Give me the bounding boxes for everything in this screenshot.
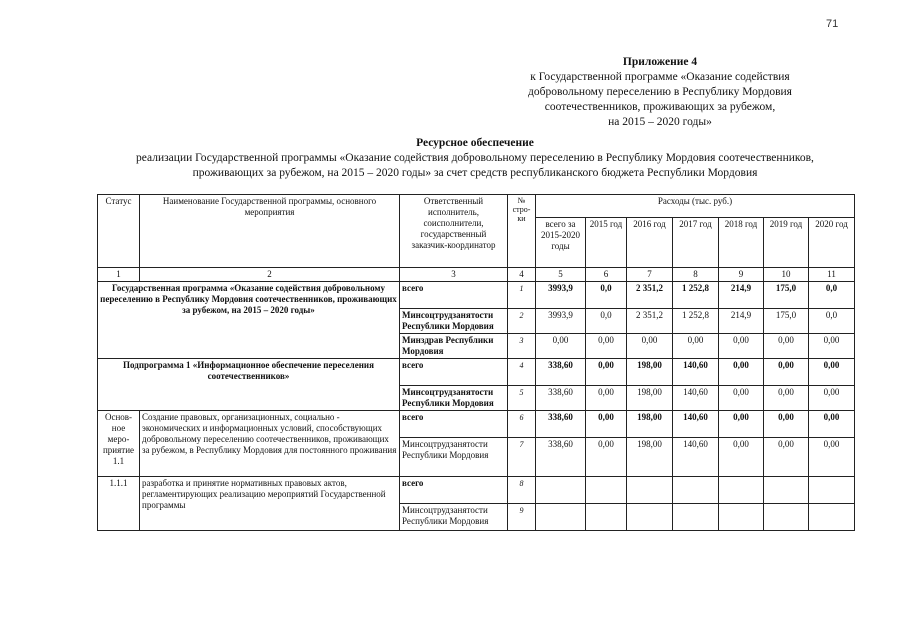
header-year: 2017 год — [673, 218, 719, 268]
value-cell: 3993,9 — [536, 309, 586, 334]
value-cell: 140,60 — [673, 411, 719, 438]
value-cell: 0,00 — [673, 334, 719, 359]
heading-line: проживающих за рубежом, на 2015 – 2020 годы» за счет средств республиканского бюджета Республики Мордовия — [192, 167, 758, 179]
column-number: 5 — [536, 268, 586, 282]
column-number: 4 — [508, 268, 536, 282]
value-cell: 338,60 — [536, 438, 586, 477]
value-cell: 338,60 — [536, 411, 586, 438]
responsible-cell: Минсоцтрудзанятости Республики Мордовия — [400, 309, 508, 334]
program-name: Государственная программа «Оказание содействия добровольному переселению в Республику Мордовия соотечественников, проживающих за рубежом, на 2015 – 2020 годы» — [98, 282, 400, 359]
item-name: разработка и принятие нормативных правовых актов, регламентирующих реализацию мероприятий Государственной программы — [140, 477, 400, 531]
value-cell: 0,00 — [764, 438, 809, 477]
value-cell: 0,00 — [719, 359, 764, 386]
row-number: 4 — [508, 359, 536, 386]
appendix-title: Приложение 4 — [622, 56, 698, 68]
value-cell: 0,00 — [809, 438, 855, 477]
value-cell: 0,00 — [719, 386, 764, 411]
header-expenses: Расходы (тыс. руб.) — [536, 195, 855, 218]
value-cell — [764, 477, 809, 504]
heading-line: реализации Государственной программы «Оказание содействия добровольному переселению в Республику Мордовия соотечественников, — [136, 152, 814, 164]
item-status: 1.1.1 — [98, 477, 140, 531]
value-cell: 0,00 — [586, 359, 627, 386]
column-number: 11 — [809, 268, 855, 282]
row-number: 6 — [508, 411, 536, 438]
table-row — [98, 411, 855, 438]
value-cell: 140,60 — [673, 386, 719, 411]
appendix-line: добровольному переселению в Республику Мордовия — [528, 86, 792, 98]
value-cell: 0,00 — [809, 386, 855, 411]
column-number: 6 — [586, 268, 627, 282]
value-cell: 1 252,8 — [673, 282, 719, 309]
header-year: 2018 год — [719, 218, 764, 268]
value-cell — [627, 504, 673, 531]
row-number: 7 — [508, 438, 536, 477]
value-cell: 0,00 — [809, 334, 855, 359]
value-cell: 0,0 — [809, 309, 855, 334]
row-number: 3 — [508, 334, 536, 359]
column-number-row — [98, 268, 855, 282]
value-cell — [673, 477, 719, 504]
appendix-line: соотечественников, проживающих за рубежом, — [544, 101, 776, 113]
value-cell: 0,00 — [809, 359, 855, 386]
header-name: Наименование Государственной программы, основного мероприятия — [140, 195, 400, 268]
value-cell: 175,0 — [764, 282, 809, 309]
page-number: 71 — [826, 18, 839, 30]
value-cell: 175,0 — [764, 309, 809, 334]
value-cell: 0,00 — [536, 334, 586, 359]
document-heading — [80, 136, 870, 181]
measure-name: Создание правовых, организационных, социально - экономических и информационных условий, способствующих добровольному переселению соотечественников, проживающих за рубежом, в Республику Мордовия для постоянного проживания — [140, 411, 400, 477]
value-cell — [536, 477, 586, 504]
value-cell: 0,00 — [809, 411, 855, 438]
column-number: 10 — [764, 268, 809, 282]
header-year: 2016 год — [627, 218, 673, 268]
resource-table — [97, 194, 855, 531]
responsible-cell: всего — [400, 477, 508, 504]
value-cell: 198,00 — [627, 386, 673, 411]
appendix-line: на 2015 – 2020 годы» — [608, 116, 712, 128]
value-cell: 0,00 — [627, 334, 673, 359]
responsible-cell: всего — [400, 282, 508, 309]
responsible-cell: Минсоцтрудзанятости Республики Мордовия — [400, 386, 508, 411]
row-number: 8 — [508, 477, 536, 504]
value-cell: 198,00 — [627, 359, 673, 386]
subprogram-name: Подпрограмма 1 «Информационное обеспечение переселения соотечественников» — [98, 359, 400, 411]
responsible-cell: Минсоцтрудзанятости Республики Мордовия — [400, 504, 508, 531]
header-status: Статус — [98, 195, 140, 268]
column-number: 1 — [98, 268, 140, 282]
responsible-cell: всего — [400, 359, 508, 386]
value-cell: 0,00 — [719, 334, 764, 359]
heading-title: Ресурсное обеспечение — [416, 137, 534, 149]
value-cell — [764, 504, 809, 531]
table-row — [98, 359, 855, 386]
row-number: 9 — [508, 504, 536, 531]
row-number: 2 — [508, 309, 536, 334]
column-number: 7 — [627, 268, 673, 282]
responsible-cell: Минсоцтрудзанятости Республики Мордовия — [400, 438, 508, 477]
value-cell: 0,00 — [719, 411, 764, 438]
value-cell: 0,0 — [809, 282, 855, 309]
value-cell: 0,00 — [586, 438, 627, 477]
value-cell: 2 351,2 — [627, 282, 673, 309]
value-cell: 214,9 — [719, 282, 764, 309]
value-cell: 0,00 — [764, 334, 809, 359]
value-cell: 0,00 — [586, 411, 627, 438]
header-year: 2015 год — [586, 218, 627, 268]
value-cell: 140,60 — [673, 359, 719, 386]
value-cell — [719, 477, 764, 504]
appendix-block — [470, 55, 850, 130]
appendix-line: к Государственной программе «Оказание содействия — [530, 71, 790, 83]
table-row — [98, 282, 855, 309]
value-cell: 198,00 — [627, 438, 673, 477]
value-cell: 338,60 — [536, 386, 586, 411]
value-cell: 198,00 — [627, 411, 673, 438]
value-cell: 338,60 — [536, 359, 586, 386]
value-cell: 140,60 — [673, 438, 719, 477]
header-year: 2020 год — [809, 218, 855, 268]
value-cell — [586, 477, 627, 504]
value-cell — [536, 504, 586, 531]
column-number: 9 — [719, 268, 764, 282]
value-cell — [809, 504, 855, 531]
value-cell: 0,0 — [586, 309, 627, 334]
header-total: всего за 2015-2020 годы — [536, 218, 586, 268]
header-responsible: Ответственный исполнитель, соисполнители, государственный заказчик-координатор — [400, 195, 508, 268]
value-cell: 0,00 — [586, 334, 627, 359]
column-number: 3 — [400, 268, 508, 282]
value-cell: 0,00 — [764, 386, 809, 411]
responsible-cell: Минздрав Республики Мордовия — [400, 334, 508, 359]
column-number: 2 — [140, 268, 400, 282]
value-cell: 0,00 — [764, 411, 809, 438]
responsible-cell: всего — [400, 411, 508, 438]
value-cell: 0,00 — [586, 386, 627, 411]
value-cell — [719, 504, 764, 531]
column-number: 8 — [673, 268, 719, 282]
table-row — [98, 477, 855, 504]
value-cell — [809, 477, 855, 504]
value-cell: 0,00 — [719, 438, 764, 477]
header-year: 2019 год — [764, 218, 809, 268]
header-row-no: № стро-ки — [508, 195, 536, 268]
value-cell — [673, 504, 719, 531]
value-cell: 3993,9 — [536, 282, 586, 309]
value-cell: 0,00 — [764, 359, 809, 386]
value-cell — [586, 504, 627, 531]
value-cell — [627, 477, 673, 504]
header-row — [98, 195, 855, 218]
value-cell: 0,0 — [586, 282, 627, 309]
value-cell: 1 252,8 — [673, 309, 719, 334]
value-cell: 2 351,2 — [627, 309, 673, 334]
value-cell: 214,9 — [719, 309, 764, 334]
row-number: 1 — [508, 282, 536, 309]
row-number: 5 — [508, 386, 536, 411]
measure-status: Основ-ное меро-приятие 1.1 — [98, 411, 140, 477]
